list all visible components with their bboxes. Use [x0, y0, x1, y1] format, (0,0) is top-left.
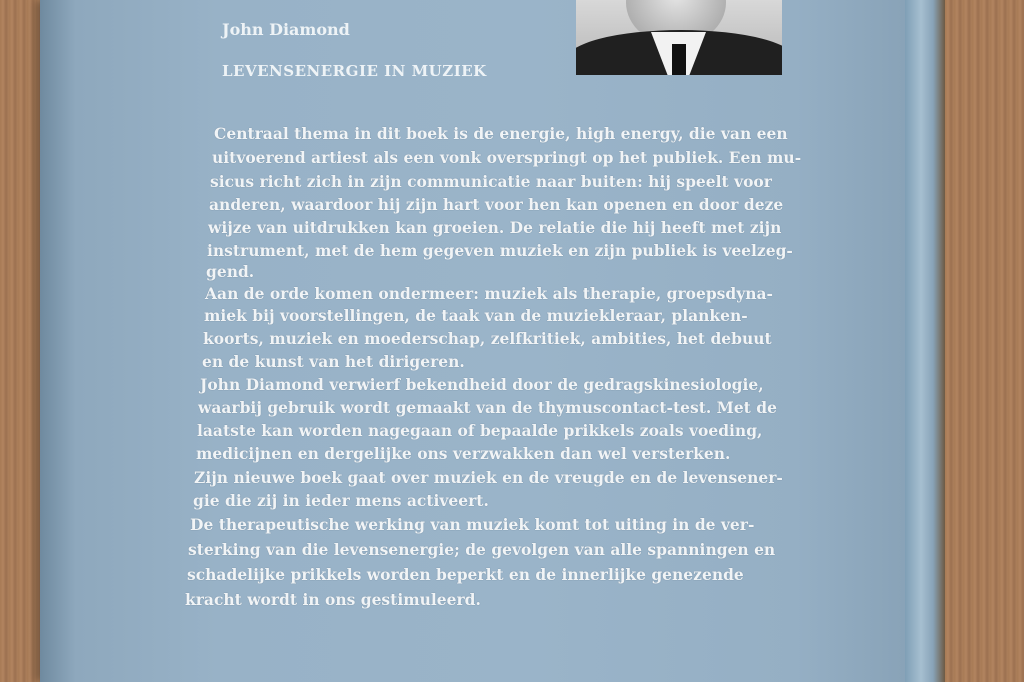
blurb-line: miek bij voorstellingen, de taak van de muziekleraar, planken- [204, 306, 748, 325]
blurb-line: uitvoerend artiest als een vonk overspringt op het publiek. Een mu- [212, 148, 802, 167]
blurb-line: Centraal thema in dit boek is de energie, high energy, die van een [214, 124, 788, 143]
blurb-line: sicus richt zich in zijn communicatie naar buiten: hij speelt voor [210, 172, 772, 191]
blurb-line: koorts, muziek en moederschap, zelfkritiek, ambities, het debuut [203, 329, 772, 348]
blurb-line: gie die zij in ieder mens activeert. [193, 491, 489, 510]
blurb-line: John Diamond verwierf bekendheid door de gedragskinesiologie, [200, 375, 764, 394]
blurb-line: Aan de orde komen ondermeer: muziek als therapie, groepsdyna- [205, 284, 773, 303]
blurb-line: en de kunst van het dirigeren. [202, 352, 465, 371]
blurb-line: laatste kan worden nagegaan of bepaalde prikkels zoals voeding, [197, 421, 763, 440]
blurb-line: De therapeutische werking van muziek komt tot uiting in de ver- [190, 515, 755, 534]
blurb-line: waarbij gebruik wordt gemaakt van de thymuscontact-test. Met de [198, 398, 777, 417]
blurb-line: sterking van die levensenergie; de gevolgen van alle spanningen en [188, 540, 776, 559]
blurb-line: instrument, met de hem gegeven muziek en zijn publiek is veelzeg- [207, 241, 793, 260]
book-spine-edge [905, 0, 945, 682]
blurb-line: medicijnen en dergelijke ons verzwakken dan wel versterken. [196, 444, 731, 463]
blurb-line: kracht wordt in ons gestimuleerd. [185, 590, 481, 609]
author-name: John Diamond [222, 20, 350, 39]
blurb-line: gend. [206, 262, 255, 281]
blurb-line: schadelijke prikkels worden beperkt en de innerlijke genezende [187, 565, 744, 584]
book-title: LEVENSENERGIE IN MUZIEK [222, 62, 487, 80]
blurb-line: Zijn nieuwe boek gaat over muziek en de vreugde en de levensener- [194, 468, 783, 487]
blurb-line: wijze van uitdrukken kan groeien. De relatie die hij heeft met zijn [208, 218, 782, 237]
author-portrait [576, 0, 782, 75]
blurb-line: anderen, waardoor hij zijn hart voor hen kan openen en door deze [209, 195, 784, 214]
